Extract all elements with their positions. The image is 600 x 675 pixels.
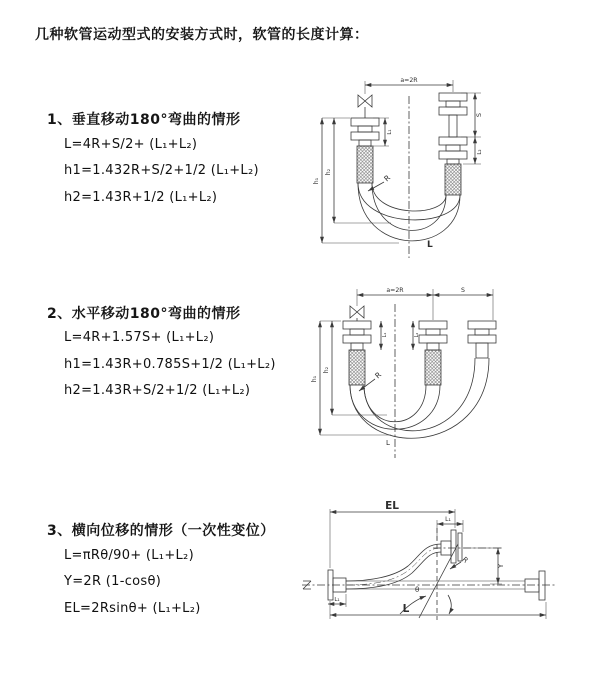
svg-text:h₁: h₁ <box>311 375 318 383</box>
svg-text:h₂: h₂ <box>323 366 330 374</box>
middle-flange-fitting <box>419 321 447 385</box>
svg-text:R: R <box>382 173 393 184</box>
formula-line: L=πRθ/90+ (L₁+L₂) <box>64 548 194 563</box>
hose-s-curve <box>346 544 441 589</box>
svg-text:L₁: L₁ <box>387 129 393 135</box>
formula-line: h1=1.43R+0.785S+1/2 (L₁+L₂) <box>64 357 276 372</box>
svg-text:h₂: h₂ <box>325 168 332 176</box>
dim-a2r <box>357 287 493 320</box>
dim-s-label: S <box>461 287 465 294</box>
right-flange-fittings <box>439 93 467 195</box>
formula-line: EL=2Rsinθ+ (L₁+L₂) <box>64 601 201 616</box>
svg-text:L₂: L₂ <box>414 332 420 338</box>
svg-text:R: R <box>373 370 384 381</box>
formula-line: h2=1.43R+S/2+1/2 (L₁+L₂) <box>64 383 251 398</box>
length-label: L <box>427 240 433 250</box>
formula-line: L=4R+1.57S+ (L₁+L₂) <box>64 330 215 345</box>
braid-section <box>357 146 373 183</box>
svg-text:L₁: L₁ <box>334 597 340 603</box>
formula-line: h2=1.43R+1/2 (L₁+L₂) <box>64 190 218 205</box>
dim-el <box>330 500 455 568</box>
braid-section <box>349 350 365 385</box>
theta-label: θ <box>415 586 420 594</box>
right-flange <box>539 571 545 600</box>
svg-text:S: S <box>475 112 483 118</box>
dim-a2r <box>365 77 453 94</box>
svg-text:R: R <box>460 555 470 565</box>
svg-text:Y: Y <box>497 563 505 569</box>
radius-callout <box>450 555 470 569</box>
dim-l1-top <box>437 516 463 540</box>
section-2-heading: 2、水平移动180°弯曲的情形 <box>47 306 241 322</box>
straight-pipe-original-position <box>346 571 545 600</box>
dim-y <box>464 548 505 584</box>
left-flange-fitting <box>343 321 371 385</box>
svg-text:L: L <box>402 603 410 615</box>
valve-icon <box>358 95 372 118</box>
formula-line: Y=2R (1-cosθ) <box>64 574 162 589</box>
svg-text:a=2R: a=2R <box>400 77 418 84</box>
section-3-heading: 3、横向位移的情形（一次性变位） <box>47 523 275 539</box>
diagram-vertical-180-bend <box>303 68 588 263</box>
formula-line: L=4R+S/2+ (L₁+L₂) <box>64 137 198 152</box>
svg-text:L₂: L₂ <box>477 149 483 155</box>
upper-flange <box>441 530 462 563</box>
diagram-horizontal-180-bend <box>303 280 598 465</box>
dim-l1-bottom <box>328 594 346 607</box>
hose-curves <box>350 358 489 438</box>
braid-section <box>425 350 441 385</box>
section-1-heading: 1、垂直移动180°弯曲的情形 <box>47 112 241 128</box>
dim-l <box>330 601 546 619</box>
svg-text:h₁: h₁ <box>313 177 320 185</box>
formula-line: h1=1.432R+S/2+1/2 (L₁+L₂) <box>64 163 259 178</box>
svg-text:EL: EL <box>385 500 399 512</box>
hose-centerline <box>346 548 441 585</box>
svg-text:L₁: L₁ <box>445 516 451 523</box>
diagram-lateral-displacement <box>298 498 600 660</box>
left-flange-fitting <box>351 118 379 183</box>
braid-section <box>445 164 461 195</box>
dim-l2 <box>463 137 483 164</box>
page-title: 几种软管运动型式的安装方式时，软管的长度计算： <box>35 27 369 43</box>
dim-l1 <box>381 321 388 350</box>
svg-text:L₁: L₁ <box>382 332 388 338</box>
valve-icon <box>350 306 364 321</box>
length-label: L <box>386 439 390 447</box>
shifted-flange-fitting <box>468 321 496 358</box>
svg-text:a=2R: a=2R <box>386 287 404 294</box>
